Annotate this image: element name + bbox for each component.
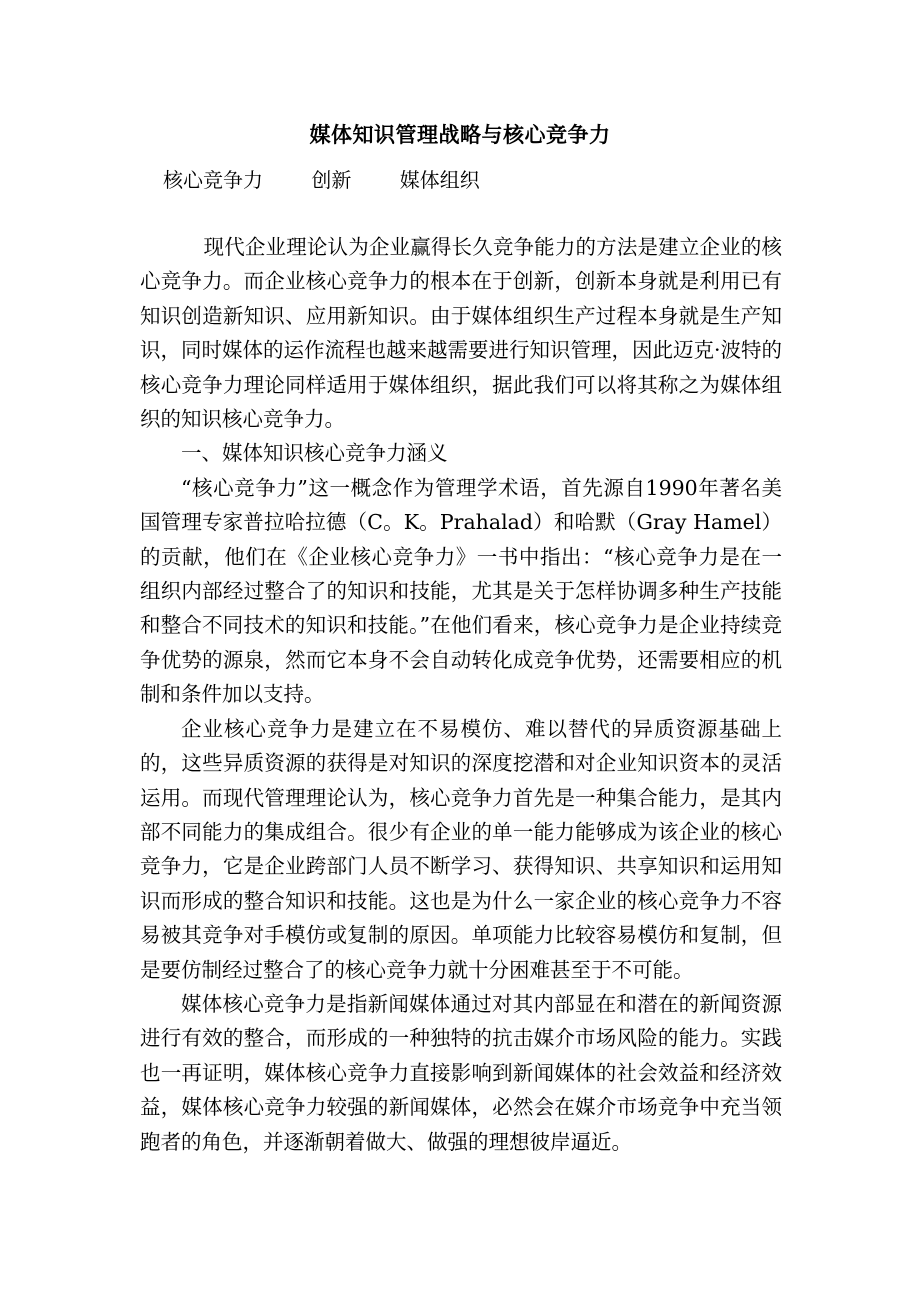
keyword: 媒体组织 bbox=[399, 168, 480, 192]
paragraph: 媒体核心竞争力是指新闻媒体通过对其内部显在和潜在的新闻资源进行有效的整合，而形成的一种独特的抗击媒介市场风险的能力。实践也一再证明，媒体核心竞争力直接影响到新闻媒体的社会效益和经济效益，媒体核心竞争力较强的新闻媒体，必然会在媒介市场竞争中充当领跑者的角色，并逐渐朝着做大、做强的理想彼岸逼近。 bbox=[140, 991, 782, 1154]
keywords-line bbox=[163, 165, 522, 195]
section-heading: 一、媒体知识核心竞争力涵义 bbox=[181, 441, 448, 466]
document-body bbox=[140, 230, 782, 1159]
document-title: 媒体知识管理战略与核心竞争力 bbox=[309, 122, 611, 147]
keyword: 核心竞争力 bbox=[163, 168, 263, 192]
paragraph-intro: 现代企业理论认为企业赢得长久竞争能力的方法是建立企业的核心竞争力。而企业核心竞争力的根本在于创新，创新本身就是利用已有知识创造新知识、应用新知识。由于媒体组织生产过程本身就是生产知识，同时媒体的运作流程也越来越需要进行知识管理，因此迈克·波特的核心竞争力理论同样适用于媒体组织，据此我们可以将其称之为媒体组织的知识核心竞争力。 bbox=[140, 235, 783, 432]
paragraph: 企业核心竞争力是建立在不易模仿、难以替代的异质资源基础上的，这些异质资源的获得是对知识的深度挖潜和对企业知识资本的灵活运用。而现代管理理论认为，核心竞争力首先是一种集合能力，是其内部不同能力的集成组合。很少有企业的单一能力能够成为该企业的核心竞争力，它是企业跨部门人员不断学习、获得知识、共享知识和运用知识而形成的整合知识和技能。这也是为什么一家企业的核心竞争力不容易被其竞争对手模仿或复制的原因。单项能力比较容易模仿和复制，但是要仿制经过整合了的核心竞争力就十分困难甚至于不可能。 bbox=[140, 716, 782, 982]
paragraph: “核心竞争力”这一概念作为管理学术语，首先源自1990年著名美国管理专家普拉哈拉德（C。K。Prahalad）和哈默（Gray Hamel）的贡献，他们在《企业核心竞争力》一书中指出：“核心竞争力是在一组织内部经过整合了的知识和技能，尤其是关于怎样协调多种生产技能和整合不同技术的知识和技能。”在他们看来，核心竞争力是企业持续竞争优势的源泉，然而它本身不会自动转化成竞争优势，还需要相应的机制和条件加以支持。 bbox=[140, 475, 782, 707]
keyword: 创新 bbox=[311, 168, 352, 192]
